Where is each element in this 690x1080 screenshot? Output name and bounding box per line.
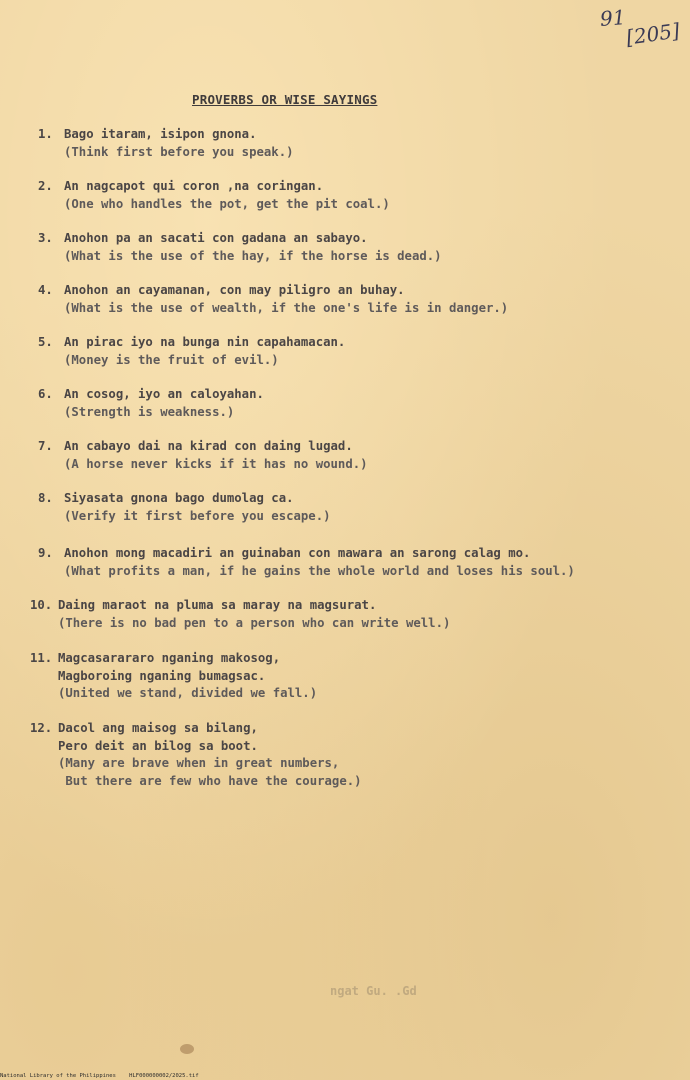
proverb-item (30, 720, 362, 790)
proverb-number: 10. (30, 598, 53, 612)
ink-smudge (180, 1044, 194, 1054)
archive-footer: National Library of the Philippines HLF000000002/2025.tif (0, 1073, 199, 1079)
proverb-item (38, 386, 264, 421)
proverb-item (38, 334, 345, 369)
proverb-item (38, 438, 368, 473)
proverb-number: 11. (30, 651, 53, 665)
proverb-item (38, 126, 294, 161)
proverb-translation: (Strength is weakness.) (64, 404, 235, 419)
proverb-number: 4. (38, 283, 53, 297)
proverb-translation: (A horse never kicks if it has no wound.) (64, 456, 368, 471)
page-title: PROVERBS OR WISE SAYINGS (192, 92, 378, 107)
proverb-item (38, 178, 390, 213)
proverb-translation: (Verify it first before you escape.) (64, 508, 331, 523)
proverb-text: Anohon mong macadiri an guinaban con mawara an sarong calag mo. (64, 546, 531, 560)
proverb-text: An pirac iyo na bunga nin capahamacan. (64, 335, 346, 349)
proverb-translation: (Many are brave when in great numbers, (58, 756, 340, 770)
proverb-number: 8. (38, 491, 53, 505)
proverb-text: Magboroing nganing bumagsac. (58, 668, 266, 683)
proverb-text: An cabayo dai na kirad con daing lugad. (64, 439, 353, 453)
proverb-number: 6. (38, 387, 53, 401)
proverb-translation: (What is the use of wealth, if the one's life is in danger.) (64, 300, 509, 315)
proverb-number: 5. (38, 335, 53, 349)
proverb-text: An nagcapot qui coron ,na coringan. (64, 179, 324, 193)
proverb-text: Magcasarararo nganing makosog, (58, 651, 281, 665)
proverb-translation: (What profits a man, if he gains the whole world and loses his soul.) (64, 563, 575, 578)
proverb-text: Anohon an cayamanan, con may piligro an buhay. (64, 283, 405, 297)
handwritten-bracket-reference: [205] (624, 18, 682, 50)
proverb-item (38, 230, 442, 265)
proverb-text: Dacol ang maisog sa bilang, (58, 721, 258, 735)
proverb-translation: (What is the use of the hay, if the horse is dead.) (64, 248, 442, 263)
proverb-number: 12. (30, 721, 53, 735)
proverb-translation: But there are few who have the courage.) (58, 773, 362, 788)
faded-text: ngat Gu. .Gd (330, 984, 417, 998)
proverb-item (38, 545, 575, 580)
proverb-text: Anohon pa an sacati con gadana an sabayo. (64, 231, 368, 245)
proverb-text: An cosog, iyo an caloyahan. (64, 387, 264, 401)
proverb-translation: (One who handles the pot, get the pit coal.) (64, 196, 390, 211)
proverb-translation: (United we stand, divided we fall.) (58, 686, 318, 700)
handwritten-page-number: 91 (599, 5, 627, 31)
proverb-item (38, 490, 331, 525)
proverb-number: 2. (38, 179, 53, 193)
proverb-text: Siyasata gnona bago dumolag ca. (64, 491, 294, 505)
proverb-item (30, 597, 450, 632)
proverb-text: Daing maraot na pluma sa maray na magsurat. (58, 598, 377, 612)
proverb-number: 3. (38, 231, 53, 245)
proverb-number: 9. (38, 546, 53, 560)
proverb-translation: (Money is the fruit of evil.) (64, 352, 279, 367)
proverb-number: 1. (38, 127, 53, 141)
proverb-text: Pero deit an bilog sa boot. (58, 738, 258, 753)
proverb-text: Bago itaram, isipon gnona. (64, 127, 257, 141)
proverb-number: 7. (38, 439, 53, 453)
proverb-translation: (Think first before you speak.) (64, 144, 294, 159)
proverb-translation: (There is no bad pen to a person who can write well.) (58, 615, 451, 630)
proverb-item (38, 282, 508, 317)
proverb-item (30, 650, 317, 703)
